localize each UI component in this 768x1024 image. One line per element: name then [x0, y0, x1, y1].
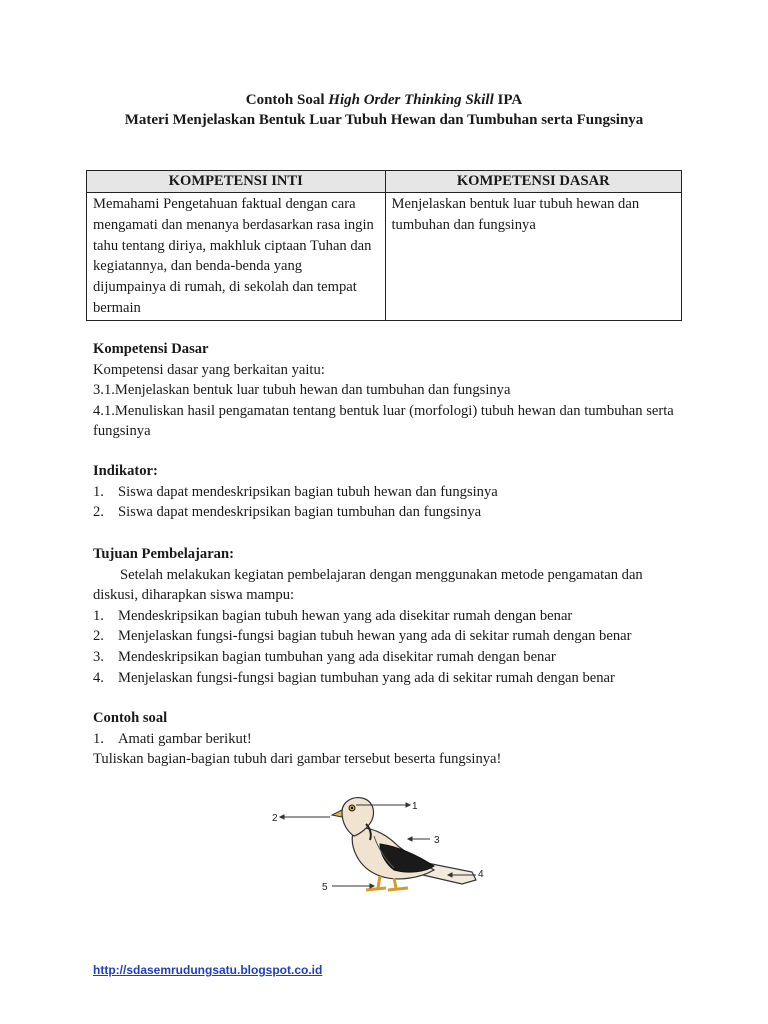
figure-label-2: 2	[272, 813, 278, 824]
figure-label-1: 1	[412, 801, 418, 812]
tujuan-section	[93, 544, 693, 688]
list-item: 4.1.Menuliskan hasil pengamatan tentang bentuk luar (morfologi) tubuh hewan dan tumbuhan serta fungsinya	[93, 402, 674, 440]
page-title: Contoh Soal High Order Thinking Skill IPA	[245, 92, 523, 108]
list-item: 4. Menjelaskan fungsi-fungsi bagian tumbuhan yang ada di sekitar rumah dengan benar	[93, 669, 615, 686]
indikator-section	[93, 461, 693, 523]
bird-drawing	[332, 798, 476, 890]
bird-figure	[262, 788, 502, 898]
cell-kompetensi-inti: Memahami Pengetahuan faktual dengan cara mengamati dan menanya berdasarkan rasa ingin tahu tentang diriya, makhluk ciptaan Tuhan dan kegiatannya, dan benda-benda yang dijumpainya di rumah, di sekolah dan tempat bermain	[87, 193, 386, 321]
col-header-kompetensi-dasar: KOMPETENSI DASAR	[385, 171, 682, 193]
cell-kompetensi-dasar: Menjelaskan bentuk luar tubuh hewan dan tumbuhan dan fungsinya	[385, 193, 682, 321]
col-header-kompetensi-inti: KOMPETENSI INTI	[87, 171, 386, 193]
question-instruction: Tuliskan bagian-bagian tubuh dari gambar tersebut beserta fungsinya!	[93, 751, 502, 768]
list-item: 2. Menjelaskan fungsi-fungsi bagian tubuh hewan yang ada di sekitar rumah dengan benar	[93, 628, 632, 645]
list-item: 3.1.Menjelaskan bentuk luar tubuh hewan dan tumbuhan dan fungsinya	[93, 382, 511, 399]
list-item: 3. Mendeskripsikan bagian tumbuhan yang ada disekitar rumah dengan benar	[93, 648, 556, 665]
section-intro: Kompetensi dasar yang berkaitan yaitu:	[93, 361, 325, 378]
list-item: 2. Siswa dapat mendeskripsikan bagian tumbuhan dan fungsinya	[93, 504, 482, 521]
section-heading: Contoh soal	[93, 710, 168, 726]
contoh-section	[93, 708, 693, 770]
figure-label-5: 5	[322, 882, 328, 893]
section-heading: Tujuan Pembelajaran:	[93, 546, 234, 562]
page-subtitle: Materi Menjelaskan Bentuk Luar Tubuh Hewan dan Tumbuhan serta Fungsinya	[124, 112, 644, 128]
footer-link[interactable]: http://sdasemrudungsatu.blogspot.co.id	[93, 963, 323, 977]
section-heading: Kompetensi Dasar	[93, 341, 209, 357]
list-item: 1. Siswa dapat mendeskripsikan bagian tubuh hewan dan fungsinya	[93, 483, 498, 500]
competency-table	[86, 170, 682, 321]
figure-label-4: 4	[478, 869, 484, 880]
question: 1. Amati gambar berikut!	[93, 730, 252, 747]
section-heading: Indikator:	[93, 463, 158, 479]
section-intro: Setelah melakukan kegiatan pembelajaran dengan menggunakan metode pengamatan dan diskusi, diharapkan siswa mampu:	[93, 566, 643, 604]
figure-label-3: 3	[434, 835, 440, 846]
kompetensi-section	[93, 339, 693, 442]
list-item: 1. Mendeskripsikan bagian tubuh hewan yang ada disekitar rumah dengan benar	[93, 607, 573, 624]
